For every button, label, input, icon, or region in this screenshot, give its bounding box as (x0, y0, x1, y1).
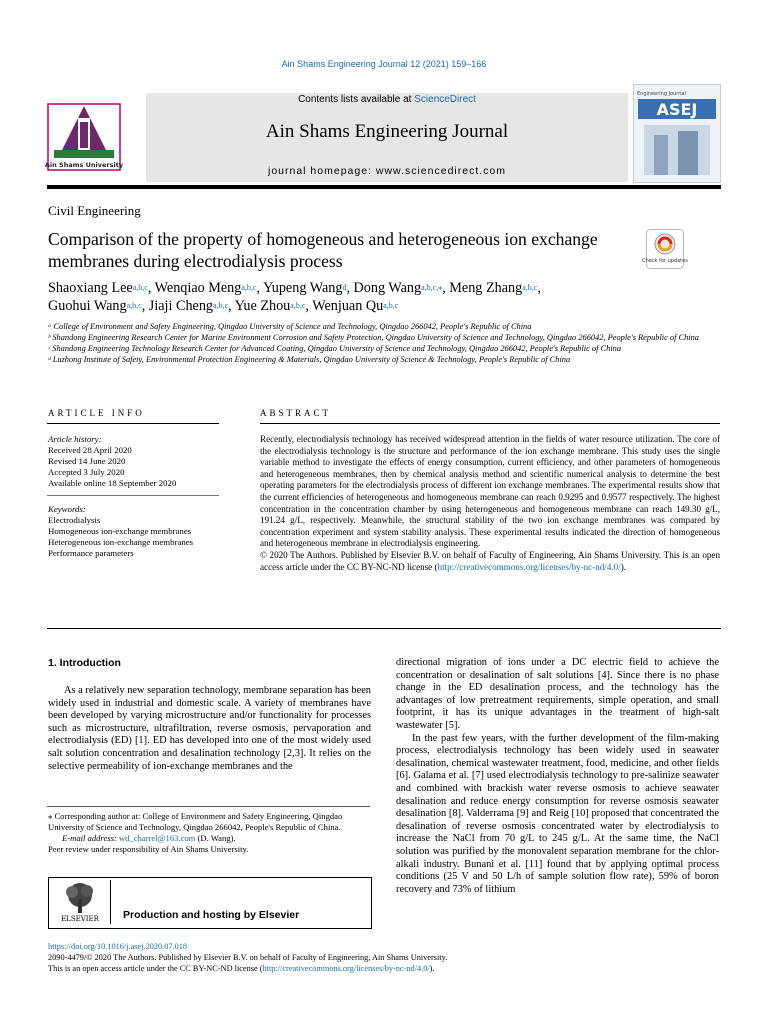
journal-homepage (146, 165, 628, 177)
email-label: E-mail address: (62, 833, 119, 843)
article-info-heading: ARTICLE INFO (48, 408, 145, 418)
bottom-info (48, 942, 720, 974)
keyword-item: Heterogeneous ion-exchange membranes (48, 536, 194, 547)
author-name: Yupeng Wang (263, 280, 343, 296)
homepage-link[interactable]: www.sciencedirect.com (375, 165, 507, 177)
author-name: Meng Zhang (449, 280, 523, 296)
copyright-text: © 2020 The Authors. Published by Elsevier B.V. on behalf of Faculty of Engineering, Ain Shams University. This is an open access article under the CC BY-NC-ND license ( (260, 549, 720, 572)
author-sep: , (442, 280, 450, 296)
elsevier-tree-icon (54, 881, 106, 923)
author-sep: , (141, 297, 149, 314)
abstract-bottom-rule (47, 628, 721, 629)
license-link[interactable]: http://creativecommons.org/licenses/by-nc-nd/4.0/ (437, 561, 621, 572)
sciencedirect-link[interactable]: ScienceDirect (414, 94, 476, 105)
journal-reference[interactable]: Ain Shams Engineering Journal 12 (2021) 159–166 (281, 59, 487, 69)
author-affil-sup[interactable]: a,b,c (241, 283, 257, 292)
author-affil-sup[interactable]: a,b,c (132, 283, 148, 292)
footnote (48, 811, 371, 855)
history-item: Revised 14 June 2020 (48, 455, 126, 466)
cover-small-text: Engineering Journal (637, 91, 686, 97)
author-sep: , (305, 297, 313, 314)
author-affil-sup[interactable]: a,b,c (213, 300, 229, 310)
abstract-heading: ABSTRACT (260, 408, 332, 418)
corresponding-author: ⁎ Corresponding author at: College of Environment and Safety Engineering, Qingdao University of Science and Technology, Qingdao 266042, People's Republic of China. (48, 811, 343, 832)
email-suffix: (D. Wang). (195, 833, 236, 843)
abstract-body (260, 434, 720, 573)
license-close: ). (620, 561, 627, 572)
intro-paragraph: In the past few years, with the further development of the film-making process, electrodialysis technology has been widely used in seawater desalination, chemical wastewater treatment, food, medicine, and other fields [6]. Galama et al. [7] used electrodialysis technology to pre-salinize seawater and combined with brackish water reverse osmosis to achieve seawater desalination and reduce energy consumption for reverse osmosis seawater desalination [8]. Valderrama [9] and Reig [10] proposed that concentrated the desalination of reverse osmosis concentrated water by electrodialysis to increase the NaCl from 70 g/L to 245 g/L. At the same time, the NaCl solution was purified by the monovalent separation membrane for the chlor-alkali industry. Bunani et al. [11] found that by applying optimal process conditions (25 V and 50 L/h of sample solution flow rate), 59% of boron recovery and 73% of lithium (396, 732, 719, 895)
author-sep: , (537, 280, 541, 296)
abstract-rule (260, 423, 720, 424)
intro-right-column (396, 657, 719, 896)
check-for-updates-badge[interactable] (642, 229, 688, 269)
article-info-rule (47, 423, 219, 424)
license-prefix: This is an open access article under the CC BY-NC-ND license ( (48, 963, 263, 973)
keywords-label: Keywords: (48, 504, 86, 514)
intro-paragraph: As a relatively new separation technology, membrane separation has been widely used in industrial and domestic scale. A variety of membranes have been developed by varying microstructure and/or functionality for processes such as microstructure, ultrafiltration, reverse osmosis, pervaporation and electrodialysis (ED) [1]. ED has developed into one of the most widely used salt solution concentration and desalination technology [2,3]. It relies on the selective permeability of ion-exchange membranes and the (48, 685, 371, 772)
affiliation-item: ᵇ Shandong Engineering Research Center for Marine Environment Corrosion and Safety Protection, Qingdao University of Science and Technology, Qingdao 266042, People's Republic of China (48, 333, 699, 342)
introduction-heading: 1. Introduction (48, 657, 121, 669)
author-name: Wenqiao Meng (154, 280, 242, 296)
journal-cover-image (633, 84, 721, 183)
author-affil-sup[interactable]: d (342, 283, 347, 292)
issn-line: 2090-4479/© 2020 The Authors. Published by Elsevier B.V. on behalf of Faculty of Engineering, Ain Shams University. (48, 952, 448, 962)
article-title: Comparison of the property of homogeneous and heterogeneous ion exchange membranes during electrodialysis process (48, 229, 598, 271)
logo-text: Ain Shams University (44, 161, 124, 169)
author-name: Shaoxiang Lee (48, 280, 133, 296)
history-label: Article history: (48, 434, 102, 444)
author-affil-sup[interactable]: a,b,c (522, 283, 538, 292)
history-item: Received 28 April 2020 (48, 444, 132, 455)
author-name: Dong Wang (353, 280, 422, 296)
cover-big-text: ASEJ (656, 100, 698, 119)
author-affil-sup[interactable]: a,b,c (290, 300, 306, 310)
badge-label: Check for updates (642, 258, 688, 264)
bottom-license-link[interactable]: http://creativecommons.org/licenses/by-nc-nd/4.0/ (262, 963, 430, 973)
elsevier-divider (110, 880, 111, 924)
intro-left-column (48, 685, 371, 773)
author-affil-sup[interactable]: a,b,c (383, 300, 399, 310)
affiliations (48, 321, 720, 365)
keywords-rule (47, 495, 219, 496)
section-label: Civil Engineering (48, 203, 141, 218)
author-list (48, 280, 720, 315)
abstract-text: Recently, electrodialysis technology has received widespread attention in the fields of water resource utilization. The core of the electrodialysis technology is the structure and performance of the ion exchange membrane. This study uses the single variable method to investigate the effects of energy consumption, current efficiency, and other parameters of homogeneous and heterogeneous membranes, then by chemical analysis method and scientific numerical analysis to determine the best operating parameters for the electrodialysis process of different ion exchange membranes. The experimental results show that the current efficiencies of heterogeneous and homogeneous membrane can reach 0.9295 and 0.9577 respectively. The highest concentration in the concentration chamber by using heterogeneous and homogeneous membrane can reach 149.30 g/L, 191.24 g/L, respectively. Meanwhile, the structural stability of the two ion exchange membranes was compared by concentration experiment and system stability analysis. These experimental results indicated the direction of homogeneous and heterogeneous membrane in electrodialysis engineering. (260, 434, 720, 549)
homepage-prefix: journal homepage: (267, 165, 376, 177)
intro-paragraph: directional migration of ions under a DC electric field to achieve the concentration or desalination of salt solutions [4]. Since there is no phase change in the ED desalination process, and the technology has the advantages of low pretreatment requirements, simple operation, and small footprint, it has its unique advantages in the treatment of high-salt wastewater [5]. (396, 657, 719, 731)
author-name: Wenjuan Qu (312, 297, 384, 314)
license-suffix: ). (429, 963, 435, 973)
license-line (48, 964, 720, 975)
author-name: Yue Zhou (234, 297, 291, 314)
keyword-item: Homogeneous ion-exchange membranes (48, 525, 192, 536)
author-name: Guohui Wang (48, 297, 127, 314)
production-text: Production and hosting by Elsevier (123, 909, 300, 921)
keyword-item: Electrodialysis (48, 514, 101, 525)
journal-title: Ain Shams Engineering Journal (265, 121, 509, 142)
elsevier-logo-text: ELSEVIER (61, 915, 99, 923)
article-history (48, 434, 220, 489)
doi-link[interactable]: https://doi.org/10.1016/j.asej.2020.07.018 (48, 942, 188, 951)
abstract-copyright (260, 550, 720, 573)
keywords-block (48, 504, 220, 559)
author-sep: , (256, 280, 264, 296)
author-sep: , (228, 297, 235, 314)
email-link[interactable]: wd_charrel@163.com (118, 833, 196, 843)
affiliation-item: ᵃ College of Environment and Safety Engineering, Qingdao University of Science and Technology, Qingdao 266042, People's Republic of China (48, 322, 532, 331)
email-line (48, 833, 371, 844)
affiliation-item: ᶜ Shandong Engineering Technology Research Center for Advanced Coating, Qingdao University of Science and Technology, Qingdao 266042, People's Republic of China (48, 344, 622, 353)
affiliation-item: ᵈ Luzhong Institute of Safety, Environmental Protection Engineering & Materials, Qingdao University of Science & Technology, People's Republic of China (48, 355, 571, 364)
history-item: Available online 18 September 2020 (48, 477, 177, 488)
author-sep: , (346, 280, 354, 296)
footnote-rule (47, 806, 370, 807)
peer-review: Peer review under responsibility of Ain Shams University. (48, 844, 249, 854)
history-item: Accepted 3 July 2020 (48, 466, 125, 477)
ain-shams-logo (46, 100, 122, 174)
contents-line (146, 94, 628, 105)
header-rule (47, 185, 721, 189)
keyword-item: Performance parameters (48, 547, 134, 558)
author-name: Jiaji Cheng (148, 297, 214, 314)
author-affil-sup[interactable]: a,b,c (126, 300, 142, 310)
contents-prefix: Contents lists available at (298, 94, 415, 105)
author-affil-sup[interactable]: a,b,c,⁎ (421, 283, 443, 292)
author-sep: , (147, 280, 155, 296)
